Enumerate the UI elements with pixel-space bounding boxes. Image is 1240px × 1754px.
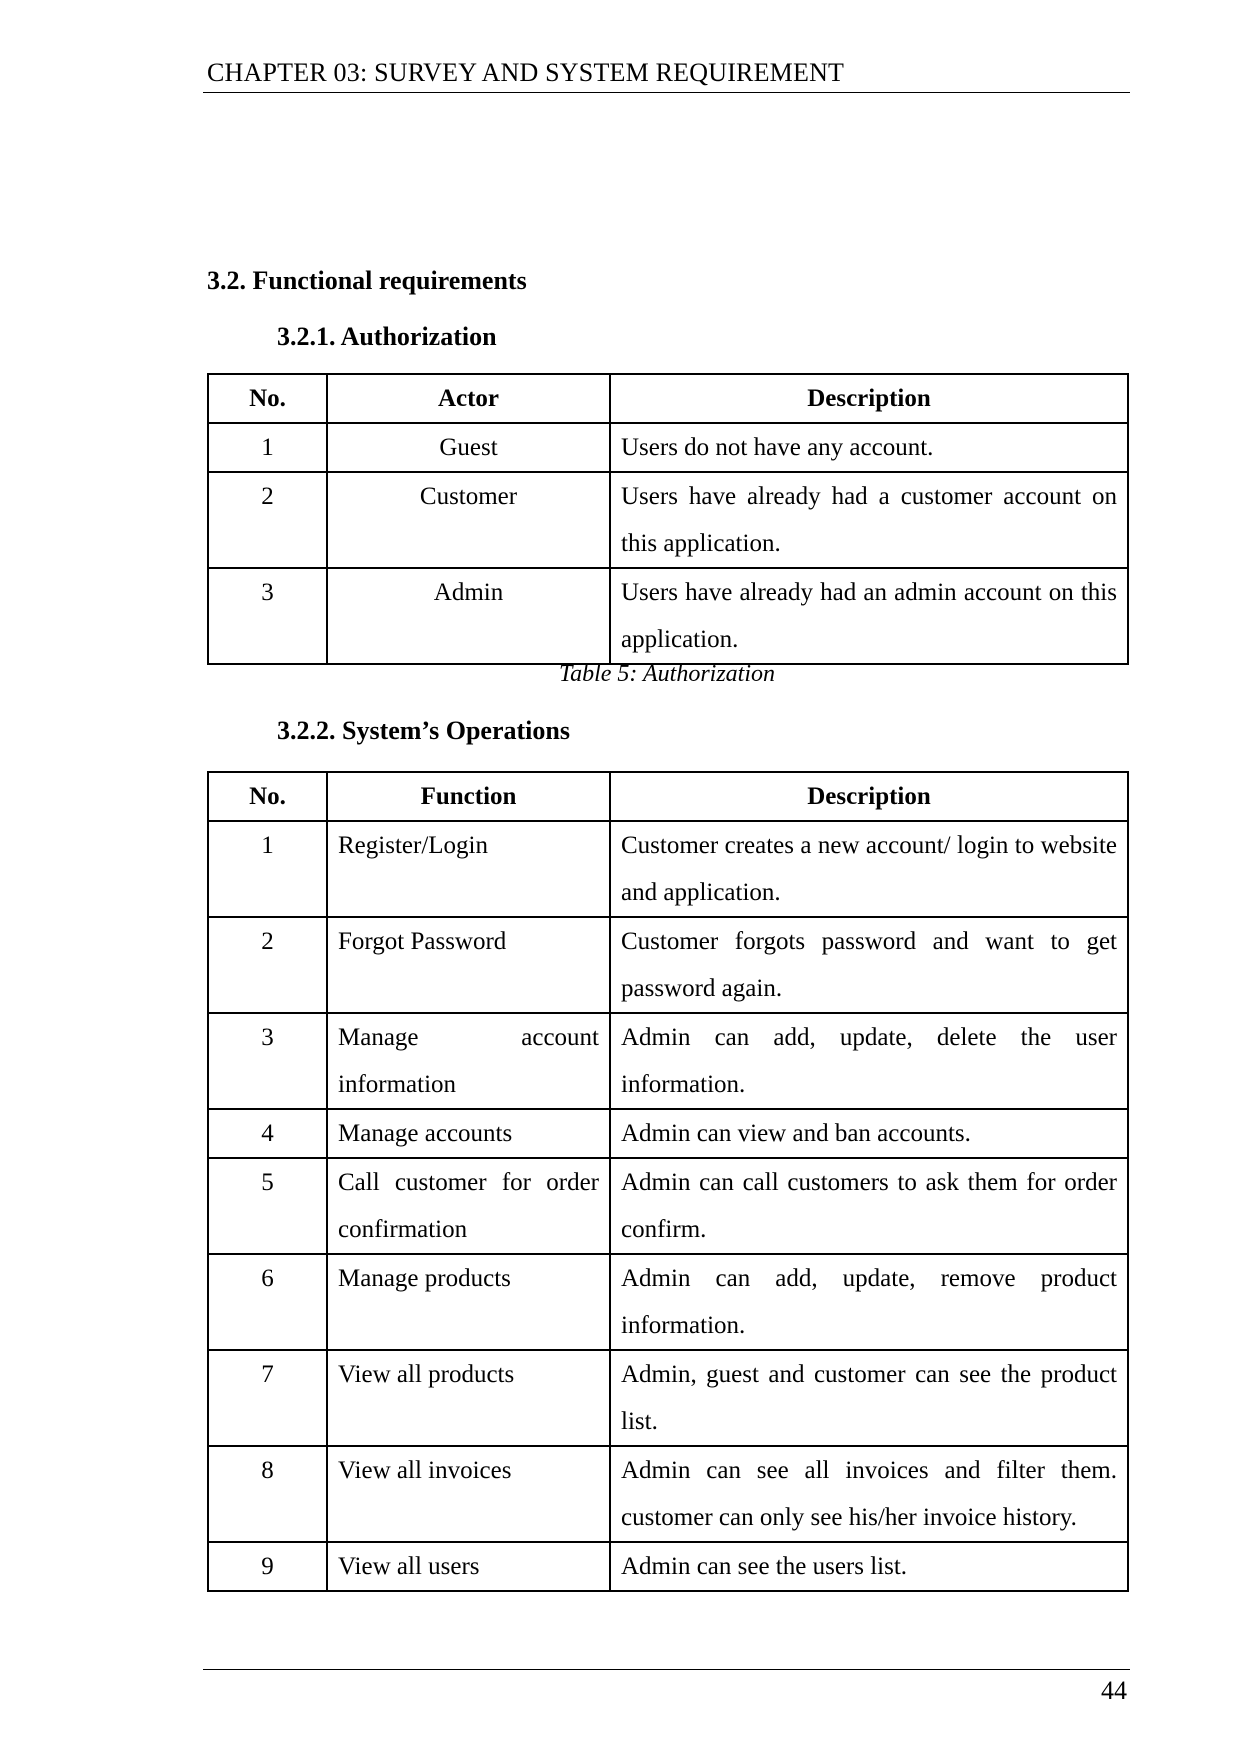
table-row xyxy=(208,917,1128,1013)
cell-description: Customer creates a new account/ login to website and application. xyxy=(610,821,1128,917)
cell-description: Users have already had an admin account on this application. xyxy=(610,568,1128,664)
page-number: 44 xyxy=(1101,1676,1127,1705)
cell-no: 5 xyxy=(208,1158,327,1254)
table-row xyxy=(208,472,1128,568)
operations-heading: 3.2.2. System’s Operations xyxy=(277,716,570,745)
header-divider xyxy=(203,92,1130,93)
table-row xyxy=(208,1109,1128,1158)
authorization-heading: 3.2.1. Authorization xyxy=(277,322,497,351)
table-header-row xyxy=(208,772,1128,821)
table-row xyxy=(208,423,1128,472)
cell-no: 2 xyxy=(208,472,327,568)
section-heading: 3.2. Functional requirements xyxy=(207,266,527,295)
table-row xyxy=(208,1542,1128,1591)
cell-description: Admin, guest and customer can see the product list. xyxy=(610,1350,1128,1446)
cell-no: 2 xyxy=(208,917,327,1013)
table-row xyxy=(208,821,1128,917)
cell-no: 3 xyxy=(208,1013,327,1109)
cell-no: 6 xyxy=(208,1254,327,1350)
cell-function: Manage products xyxy=(327,1254,610,1350)
cell-no: 7 xyxy=(208,1350,327,1446)
cell-description: Admin can see the users list. xyxy=(610,1542,1128,1591)
table-row xyxy=(208,1158,1128,1254)
cell-actor: Admin xyxy=(327,568,610,664)
table-row xyxy=(208,1350,1128,1446)
operations-table xyxy=(207,771,1129,1592)
cell-description: Admin can add, update, remove product information. xyxy=(610,1254,1128,1350)
cell-description: Admin can call customers to ask them for order confirm. xyxy=(610,1158,1128,1254)
cell-function: View all users xyxy=(327,1542,610,1591)
cell-no: 8 xyxy=(208,1446,327,1542)
cell-no: 1 xyxy=(208,423,327,472)
cell-description: Admin can add, update, delete the user information. xyxy=(610,1013,1128,1109)
cell-description: Users do not have any account. xyxy=(610,423,1128,472)
authorization-table xyxy=(207,373,1129,665)
chapter-header: CHAPTER 03: SURVEY AND SYSTEM REQUIREMENT xyxy=(207,58,845,87)
table-row xyxy=(208,1446,1128,1542)
cell-function: Manage account information xyxy=(327,1013,610,1109)
cell-no: 3 xyxy=(208,568,327,664)
cell-actor: Customer xyxy=(327,472,610,568)
cell-function: Forgot Password xyxy=(327,917,610,1013)
column-header-actor: Actor xyxy=(327,374,610,423)
cell-function: Register/Login xyxy=(327,821,610,917)
table-row xyxy=(208,1013,1128,1109)
table-caption: Table 5: Authorization xyxy=(558,661,776,687)
column-header-no: No. xyxy=(208,374,327,423)
cell-function: View all products xyxy=(327,1350,610,1446)
cell-description: Admin can view and ban accounts. xyxy=(610,1109,1128,1158)
cell-no: 9 xyxy=(208,1542,327,1591)
cell-description: Users have already had a customer account on this application. xyxy=(610,472,1128,568)
cell-description: Customer forgots password and want to get password again. xyxy=(610,917,1128,1013)
cell-function: Call customer for order confirmation xyxy=(327,1158,610,1254)
table-row xyxy=(208,568,1128,664)
column-header-function: Function xyxy=(327,772,610,821)
cell-description: Admin can see all invoices and filter them. customer can only see his/her invoice history. xyxy=(610,1446,1128,1542)
column-header-no: No. xyxy=(208,772,327,821)
column-header-description: Description xyxy=(610,374,1128,423)
footer-divider xyxy=(203,1669,1130,1670)
column-header-description: Description xyxy=(610,772,1128,821)
cell-actor: Guest xyxy=(327,423,610,472)
cell-no: 1 xyxy=(208,821,327,917)
table-row xyxy=(208,1254,1128,1350)
table-header-row xyxy=(208,374,1128,423)
cell-function: Manage accounts xyxy=(327,1109,610,1158)
cell-function: View all invoices xyxy=(327,1446,610,1542)
cell-no: 4 xyxy=(208,1109,327,1158)
